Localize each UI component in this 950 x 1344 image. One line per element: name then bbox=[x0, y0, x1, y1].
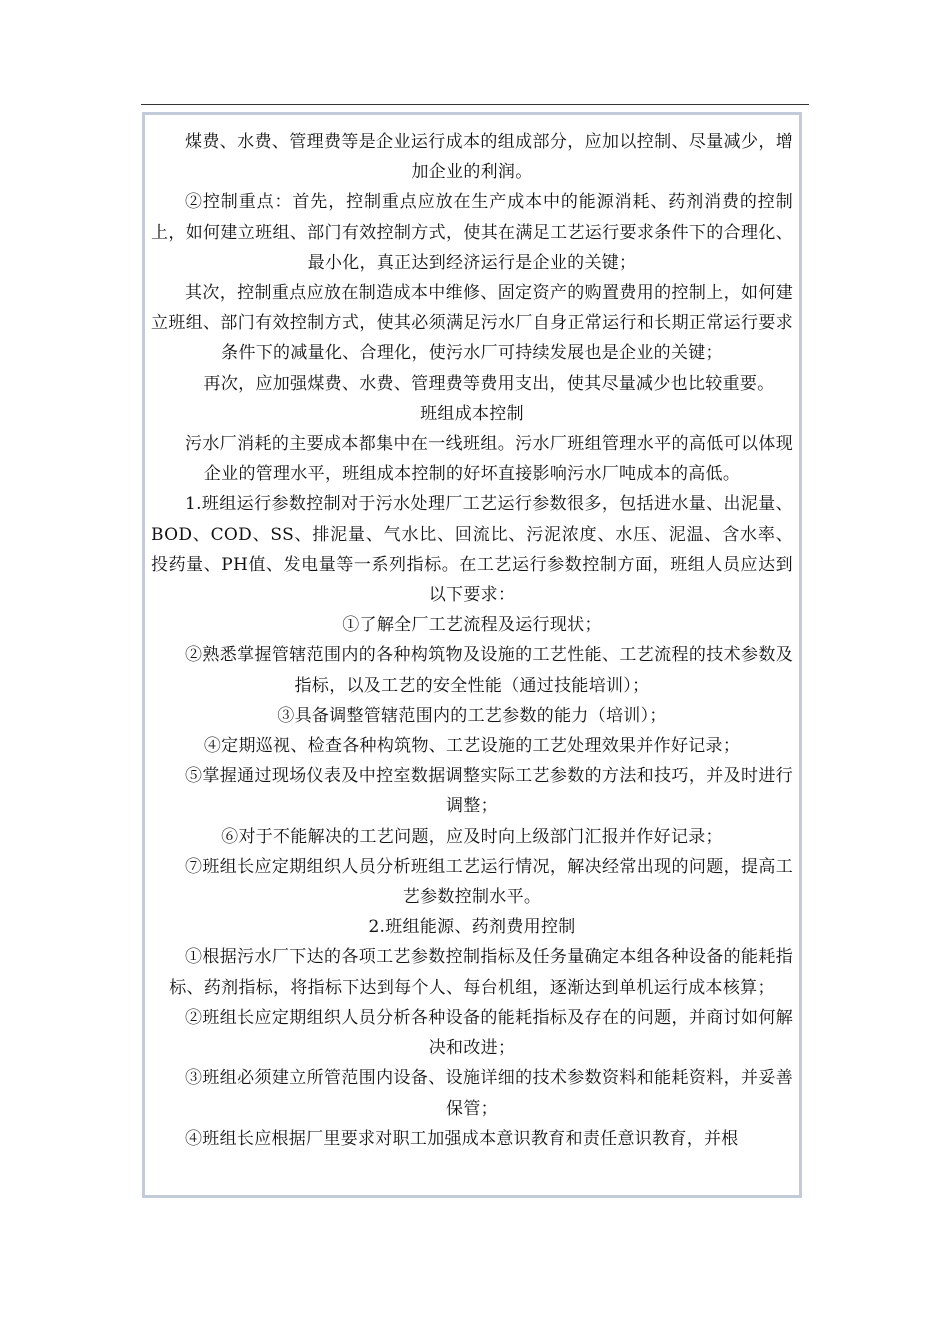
paragraph-control-focus-third: 再次，应加强煤费、水费、管理费等费用支出，使其尽量减少也比较重要。 bbox=[203, 373, 775, 394]
list-item-parameter-2: ②熟悉掌握管辖范围内的各种构筑物及设施的工艺性能、工艺流程的技术参数及指标，以及工艺的安全性能（通过技能培训）； bbox=[185, 645, 793, 696]
section-heading-team-cost-control: 班组成本控制 bbox=[420, 403, 524, 424]
list-item-energy-1: ①根据污水厂下达的各项工艺参数控制指标及任务量确定本组各种设备的能耗指标、药剂指标，将指标下达到每个人、每台机组，逐渐达到单机运行成本核算； bbox=[169, 947, 793, 998]
list-item-parameter-6: ⑥对于不能解决的工艺问题，应及时向上级部门汇报并作好记录； bbox=[221, 826, 723, 847]
header-rule bbox=[141, 104, 809, 105]
paragraph-team-cost-intro: 污水厂消耗的主要成本都集中在一线班组。污水厂班组管理水平的高低可以体现企业的管理水平，班组成本控制的好坏直接影响污水厂吨成本的高低。 bbox=[185, 434, 793, 485]
list-item-parameter-4: ④定期巡视、检查各种构筑物、工艺设施的工艺处理效果并作好记录； bbox=[203, 736, 741, 757]
list-item-energy-3: ③班组必须建立所管范围内设备、设施详细的技术参数资料和能耗资料，并妥善保管； bbox=[185, 1068, 793, 1119]
paragraph-control-focus-second: 其次，控制重点应放在制造成本中维修、固定资产的购置费用的控制上，如何建立班组、部门有效控制方式，使其必须满足污水厂自身正常运行和长期正常运行要求条件下的减量化、合理化，使污水厂可持续发展也是企业的关键； bbox=[151, 283, 793, 364]
paragraph-operating-parameters: 1.班组运行参数控制对于污水处理厂工艺运行参数很多，包括进水量、出泥量、BOD、COD、SS、排泥量、气水比、回流比、污泥浓度、水压、泥温、含水率、投药量、PH值、发电量等一系列指标。在工艺运行参数控制方面，班组人员应达到以下要求： bbox=[151, 494, 793, 606]
section-heading-energy-chemical-cost: 2.班组能源、药剂费用控制 bbox=[368, 917, 576, 938]
list-item-parameter-1: ①了解全厂工艺流程及运行现状； bbox=[342, 615, 602, 636]
document-frame bbox=[142, 112, 802, 1198]
list-item-parameter-5: ⑤掌握通过现场仪表及中控室数据调整实际工艺参数的方法和技巧，并及时进行调整； bbox=[185, 766, 793, 817]
list-item-parameter-7: ⑦班组长应定期组织人员分析班组工艺运行情况，解决经常出现的问题，提高工艺参数控制水平。 bbox=[185, 856, 793, 908]
list-item-energy-2: ②班组长应定期组织人员分析各种设备的能耗指标及存在的问题，并商讨如何解决和改进； bbox=[185, 1007, 793, 1059]
list-item-energy-4: ④班组长应根据厂里要求对职工加强成本意识教育和责任意识教育，并根 bbox=[185, 1128, 739, 1149]
list-item-parameter-3: ③具备调整管辖范围内的工艺参数的能力（培训）； bbox=[277, 705, 667, 726]
paragraph-cost-components: 煤费、水费、管理费等是企业运行成本的组成部分，应加以控制、尽量减少，增加企业的利润。 bbox=[185, 132, 793, 183]
paragraph-control-focus-first: ②控制重点：首先，控制重点应放在生产成本中的能源消耗、药剂消费的控制上，如何建立班组、部门有效控制方式，使其在满足工艺运行要求条件下的合理化、最小化，真正达到经济运行是企业的关键； bbox=[151, 192, 793, 273]
